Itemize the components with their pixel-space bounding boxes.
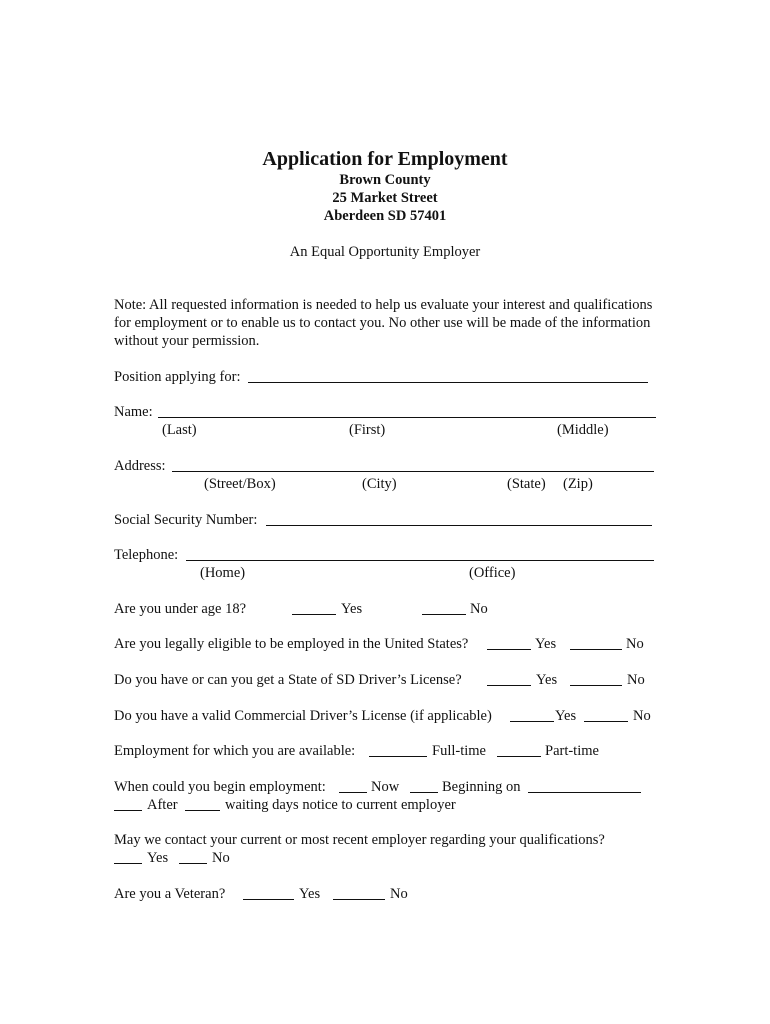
address-label: Address: xyxy=(114,458,166,474)
after-label: After xyxy=(147,797,178,813)
address-state-caption: (State) xyxy=(507,476,546,492)
full-time-label: Full-time xyxy=(432,743,486,759)
under18-no-blank[interactable] xyxy=(422,601,466,615)
name-middle-caption: (Middle) xyxy=(557,422,609,438)
begin-now-label: Now xyxy=(371,779,400,795)
cdl-question: Do you have a valid Commercial Driver’s License (if applicable) xyxy=(114,708,492,724)
position-label: Position applying for: xyxy=(114,369,241,385)
telephone-home-caption: (Home) xyxy=(200,565,246,581)
part-time-label: Part-time xyxy=(545,743,599,759)
eligible-no-blank[interactable] xyxy=(570,636,622,650)
eligible-no-label: No xyxy=(626,636,644,652)
cdl-yes-label: Yes xyxy=(555,708,577,724)
after-blank[interactable] xyxy=(114,797,142,811)
page-title: Application for Employment xyxy=(262,148,508,170)
contact-no-label: No xyxy=(212,850,230,866)
cdl-no-label: No xyxy=(633,708,651,724)
cdl-no-blank[interactable] xyxy=(584,708,628,722)
name-label: Name: xyxy=(114,404,153,420)
cdl-yes-blank[interactable] xyxy=(510,708,554,722)
ssn-label: Social Security Number: xyxy=(114,512,258,528)
address-zip-caption: (Zip) xyxy=(563,476,593,492)
name-input-line[interactable] xyxy=(158,417,656,418)
under18-yes-label: Yes xyxy=(341,601,363,617)
position-input-line[interactable] xyxy=(248,382,648,383)
contact-question: May we contact your current or most recent employer regarding your qualifications? xyxy=(114,832,605,848)
veteran-yes-blank[interactable] xyxy=(243,886,294,900)
begin-beginning-label: Beginning on xyxy=(442,779,521,795)
contact-no-blank[interactable] xyxy=(179,850,207,864)
telephone-office-caption: (Office) xyxy=(469,565,516,581)
sd-license-yes-blank[interactable] xyxy=(487,672,531,686)
under18-yes-blank[interactable] xyxy=(292,601,336,615)
org-name: Brown County xyxy=(339,172,431,188)
privacy-note: Note: All requested information is needed to help us evaluate your interest and qualifications for employment or to enable us to contact you. No other use will be made of the information without your permission. xyxy=(114,297,653,349)
begin-beginning-blank[interactable] xyxy=(410,779,438,793)
notice-label: waiting days notice to current employer xyxy=(225,797,456,813)
sd-license-yes-label: Yes xyxy=(536,672,558,688)
sd-license-no-blank[interactable] xyxy=(570,672,622,686)
sd-license-no-label: No xyxy=(627,672,645,688)
eligible-yes-label: Yes xyxy=(535,636,557,652)
full-time-blank[interactable] xyxy=(369,743,427,757)
begin-date-blank[interactable] xyxy=(528,779,641,793)
veteran-no-blank[interactable] xyxy=(333,886,385,900)
org-city: Aberdeen SD 57401 xyxy=(323,208,447,224)
address-city-caption: (City) xyxy=(362,476,397,492)
name-first-caption: (First) xyxy=(349,422,386,438)
part-time-blank[interactable] xyxy=(497,743,541,757)
address-street-caption: (Street/Box) xyxy=(204,476,276,492)
name-last-caption: (Last) xyxy=(162,422,197,438)
contact-yes-blank[interactable] xyxy=(114,850,142,864)
under18-no-label: No xyxy=(470,601,488,617)
veteran-question: Are you a Veteran? xyxy=(114,886,226,902)
org-street: 25 Market Street xyxy=(332,190,438,206)
eligible-question: Are you legally eligible to be employed in the United States? xyxy=(114,636,469,652)
telephone-label: Telephone: xyxy=(114,547,179,563)
telephone-input-line[interactable] xyxy=(186,560,654,561)
sd-license-question: Do you have or can you get a State of SD Driver’s License? xyxy=(114,672,462,688)
veteran-no-label: No xyxy=(390,886,408,902)
eoe-statement: An Equal Opportunity Employer xyxy=(289,244,481,260)
under18-question: Are you under age 18? xyxy=(114,601,247,617)
begin-now-blank[interactable] xyxy=(339,779,367,793)
notice-days-blank[interactable] xyxy=(185,797,220,811)
ssn-input-line[interactable] xyxy=(266,525,652,526)
begin-question: When could you begin employment: xyxy=(114,779,326,795)
contact-yes-label: Yes xyxy=(147,850,169,866)
address-input-line[interactable] xyxy=(172,471,654,472)
veteran-yes-label: Yes xyxy=(299,886,321,902)
eligible-yes-blank[interactable] xyxy=(487,636,531,650)
availability-question: Employment for which you are available: xyxy=(114,743,356,759)
